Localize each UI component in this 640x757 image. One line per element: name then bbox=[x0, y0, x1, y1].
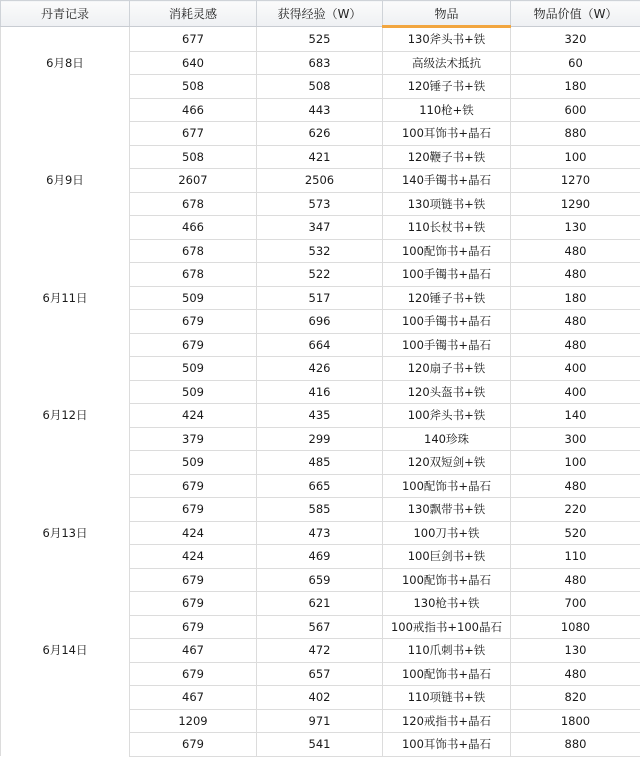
header-exp-gained[interactable]: 获得经验（W） bbox=[257, 1, 383, 27]
cell-exp-gained[interactable]: 472 bbox=[257, 639, 383, 663]
cell-date[interactable] bbox=[1, 451, 130, 475]
cell-item[interactable]: 120锤子书+铁 bbox=[383, 75, 511, 99]
cell-item-value[interactable]: 100 bbox=[511, 145, 640, 169]
cell-item-value[interactable]: 60 bbox=[511, 51, 640, 75]
cell-date[interactable] bbox=[1, 122, 130, 146]
table-row bbox=[1, 192, 640, 216]
cell-item[interactable]: 100刀书+铁 bbox=[383, 521, 511, 545]
cell-inspiration-cost[interactable]: 1209 bbox=[130, 709, 257, 733]
cell-item[interactable]: 130枪书+铁 bbox=[383, 592, 511, 616]
table-row bbox=[1, 122, 640, 146]
table-row bbox=[1, 427, 640, 451]
cell-item-value[interactable]: 110 bbox=[511, 545, 640, 569]
cell-inspiration-cost[interactable]: 679 bbox=[130, 662, 257, 686]
table-row bbox=[1, 98, 640, 122]
cell-exp-gained[interactable]: 621 bbox=[257, 592, 383, 616]
cell-inspiration-cost[interactable]: 640 bbox=[130, 51, 257, 75]
cell-item[interactable]: 高级法术抵抗 bbox=[383, 51, 511, 75]
cell-date[interactable] bbox=[1, 27, 130, 52]
cell-item-value[interactable]: 820 bbox=[511, 686, 640, 710]
cell-item[interactable]: 120双短剑+铁 bbox=[383, 451, 511, 475]
cell-exp-gained[interactable]: 426 bbox=[257, 357, 383, 381]
cell-date[interactable]: 6月9日 bbox=[1, 169, 130, 193]
cell-item-value[interactable]: 140 bbox=[511, 404, 640, 428]
cell-exp-gained[interactable]: 657 bbox=[257, 662, 383, 686]
cell-exp-gained[interactable]: 525 bbox=[257, 27, 383, 52]
table-row bbox=[1, 310, 640, 334]
cell-inspiration-cost[interactable]: 679 bbox=[130, 333, 257, 357]
table-row bbox=[1, 662, 640, 686]
cell-inspiration-cost[interactable]: 379 bbox=[130, 427, 257, 451]
table-row bbox=[1, 380, 640, 404]
cell-date[interactable] bbox=[1, 733, 130, 757]
table-body bbox=[1, 27, 640, 757]
cell-item-value[interactable]: 480 bbox=[511, 310, 640, 334]
table-row bbox=[1, 639, 640, 663]
cell-date[interactable]: 6月8日 bbox=[1, 51, 130, 75]
cell-exp-gained[interactable]: 971 bbox=[257, 709, 383, 733]
cell-exp-gained[interactable]: 532 bbox=[257, 239, 383, 263]
cell-exp-gained[interactable]: 683 bbox=[257, 51, 383, 75]
cell-inspiration-cost[interactable]: 466 bbox=[130, 98, 257, 122]
cell-item[interactable]: 100戒指书+100晶石 bbox=[383, 615, 511, 639]
cell-exp-gained[interactable]: 573 bbox=[257, 192, 383, 216]
cell-inspiration-cost[interactable]: 679 bbox=[130, 615, 257, 639]
cell-item-value[interactable]: 1800 bbox=[511, 709, 640, 733]
cell-item-value[interactable]: 520 bbox=[511, 521, 640, 545]
cell-date[interactable] bbox=[1, 357, 130, 381]
table-row bbox=[1, 239, 640, 263]
cell-exp-gained[interactable]: 508 bbox=[257, 75, 383, 99]
cell-exp-gained[interactable]: 421 bbox=[257, 145, 383, 169]
cell-exp-gained[interactable]: 473 bbox=[257, 521, 383, 545]
table-row bbox=[1, 404, 640, 428]
cell-item-value[interactable]: 300 bbox=[511, 427, 640, 451]
cell-inspiration-cost[interactable]: 509 bbox=[130, 380, 257, 404]
cell-item[interactable]: 120锤子书+铁 bbox=[383, 286, 511, 310]
cell-item-value[interactable]: 130 bbox=[511, 216, 640, 240]
table-row bbox=[1, 521, 640, 545]
cell-item[interactable]: 120戒指书+晶石 bbox=[383, 709, 511, 733]
cell-item[interactable]: 120扇子书+铁 bbox=[383, 357, 511, 381]
cell-exp-gained[interactable]: 443 bbox=[257, 98, 383, 122]
header-record[interactable]: 丹青记录 bbox=[1, 1, 130, 27]
cell-inspiration-cost[interactable]: 424 bbox=[130, 404, 257, 428]
cell-inspiration-cost[interactable]: 678 bbox=[130, 192, 257, 216]
cell-inspiration-cost[interactable]: 679 bbox=[130, 592, 257, 616]
cell-exp-gained[interactable]: 665 bbox=[257, 474, 383, 498]
cell-item[interactable]: 100手镯书+晶石 bbox=[383, 263, 511, 287]
table-row bbox=[1, 263, 640, 287]
cell-item-value[interactable]: 130 bbox=[511, 639, 640, 663]
cell-inspiration-cost[interactable]: 679 bbox=[130, 310, 257, 334]
cell-item-value[interactable]: 880 bbox=[511, 122, 640, 146]
cell-date[interactable] bbox=[1, 145, 130, 169]
cell-inspiration-cost[interactable]: 466 bbox=[130, 216, 257, 240]
table-row bbox=[1, 733, 640, 757]
table-row bbox=[1, 169, 640, 193]
cell-exp-gained[interactable]: 541 bbox=[257, 733, 383, 757]
cell-date[interactable] bbox=[1, 216, 130, 240]
cell-item-value[interactable]: 480 bbox=[511, 568, 640, 592]
cell-exp-gained[interactable]: 659 bbox=[257, 568, 383, 592]
cell-inspiration-cost[interactable]: 678 bbox=[130, 239, 257, 263]
cell-item[interactable]: 100斧头书+铁 bbox=[383, 404, 511, 428]
cell-item-value[interactable]: 180 bbox=[511, 75, 640, 99]
header-item-value[interactable]: 物品价值（W） bbox=[511, 1, 640, 27]
cell-item-value[interactable]: 700 bbox=[511, 592, 640, 616]
table-row bbox=[1, 474, 640, 498]
table-row bbox=[1, 568, 640, 592]
table-row bbox=[1, 686, 640, 710]
table-row bbox=[1, 545, 640, 569]
cell-inspiration-cost[interactable]: 679 bbox=[130, 733, 257, 757]
cell-item[interactable]: 100手镯书+晶石 bbox=[383, 310, 511, 334]
header-row bbox=[1, 1, 640, 27]
cell-inspiration-cost[interactable]: 2607 bbox=[130, 169, 257, 193]
table-row bbox=[1, 286, 640, 310]
cell-inspiration-cost[interactable]: 508 bbox=[130, 75, 257, 99]
cell-exp-gained[interactable]: 696 bbox=[257, 310, 383, 334]
cell-date[interactable]: 6月11日 bbox=[1, 286, 130, 310]
table-row bbox=[1, 27, 640, 52]
cell-date[interactable] bbox=[1, 568, 130, 592]
cell-exp-gained[interactable]: 517 bbox=[257, 286, 383, 310]
cell-item-value[interactable]: 400 bbox=[511, 380, 640, 404]
cell-exp-gained[interactable]: 626 bbox=[257, 122, 383, 146]
cell-item[interactable]: 130项链书+铁 bbox=[383, 192, 511, 216]
cell-inspiration-cost[interactable]: 679 bbox=[130, 498, 257, 522]
cell-item[interactable]: 100配饰书+晶石 bbox=[383, 568, 511, 592]
cell-item-value[interactable]: 480 bbox=[511, 263, 640, 287]
cell-exp-gained[interactable]: 485 bbox=[257, 451, 383, 475]
cell-date[interactable] bbox=[1, 427, 130, 451]
cell-item[interactable]: 130斧头书+铁 bbox=[383, 27, 511, 52]
cell-exp-gained[interactable]: 2506 bbox=[257, 169, 383, 193]
cell-exp-gained[interactable]: 299 bbox=[257, 427, 383, 451]
cell-date[interactable] bbox=[1, 709, 130, 733]
cell-item-value[interactable]: 600 bbox=[511, 98, 640, 122]
cell-item[interactable]: 110爪刺书+铁 bbox=[383, 639, 511, 663]
table-row bbox=[1, 498, 640, 522]
cell-item-value[interactable]: 480 bbox=[511, 474, 640, 498]
cell-item[interactable]: 120头盔书+铁 bbox=[383, 380, 511, 404]
cell-date[interactable] bbox=[1, 98, 130, 122]
cell-item-value[interactable]: 100 bbox=[511, 451, 640, 475]
cell-item-value[interactable]: 400 bbox=[511, 357, 640, 381]
table-row bbox=[1, 333, 640, 357]
table-row bbox=[1, 357, 640, 381]
cell-date[interactable] bbox=[1, 263, 130, 287]
cell-inspiration-cost[interactable]: 467 bbox=[130, 686, 257, 710]
cell-inspiration-cost[interactable]: 424 bbox=[130, 521, 257, 545]
cell-item-value[interactable]: 1270 bbox=[511, 169, 640, 193]
cell-date[interactable] bbox=[1, 75, 130, 99]
cell-item[interactable]: 110枪+铁 bbox=[383, 98, 511, 122]
cell-exp-gained[interactable]: 664 bbox=[257, 333, 383, 357]
cell-exp-gained[interactable]: 435 bbox=[257, 404, 383, 428]
cell-date[interactable] bbox=[1, 310, 130, 334]
cell-inspiration-cost[interactable]: 424 bbox=[130, 545, 257, 569]
header-inspiration-cost[interactable]: 消耗灵感 bbox=[130, 1, 257, 27]
cell-inspiration-cost[interactable]: 509 bbox=[130, 357, 257, 381]
cell-item[interactable]: 140珍珠 bbox=[383, 427, 511, 451]
cell-exp-gained[interactable]: 402 bbox=[257, 686, 383, 710]
cell-item[interactable]: 140手镯书+晶石 bbox=[383, 169, 511, 193]
cell-exp-gained[interactable]: 469 bbox=[257, 545, 383, 569]
table-row bbox=[1, 75, 640, 99]
cell-exp-gained[interactable]: 585 bbox=[257, 498, 383, 522]
header-item[interactable]: 物品 bbox=[383, 1, 511, 27]
cell-date[interactable]: 6月14日 bbox=[1, 639, 130, 663]
cell-inspiration-cost[interactable]: 677 bbox=[130, 27, 257, 52]
cell-item[interactable]: 100配饰书+晶石 bbox=[383, 474, 511, 498]
cell-item-value[interactable]: 180 bbox=[511, 286, 640, 310]
cell-date[interactable] bbox=[1, 498, 130, 522]
cell-item[interactable]: 110长杖书+铁 bbox=[383, 216, 511, 240]
table-row bbox=[1, 592, 640, 616]
cell-inspiration-cost[interactable]: 509 bbox=[130, 451, 257, 475]
cell-item-value[interactable]: 480 bbox=[511, 662, 640, 686]
cell-item-value[interactable]: 880 bbox=[511, 733, 640, 757]
cell-exp-gained[interactable]: 567 bbox=[257, 615, 383, 639]
cell-inspiration-cost[interactable]: 509 bbox=[130, 286, 257, 310]
cell-inspiration-cost[interactable]: 508 bbox=[130, 145, 257, 169]
cell-item[interactable]: 120鞭子书+铁 bbox=[383, 145, 511, 169]
cell-item-value[interactable]: 1290 bbox=[511, 192, 640, 216]
cell-inspiration-cost[interactable]: 679 bbox=[130, 474, 257, 498]
cell-exp-gained[interactable]: 347 bbox=[257, 216, 383, 240]
cell-date[interactable] bbox=[1, 615, 130, 639]
cell-inspiration-cost[interactable]: 677 bbox=[130, 122, 257, 146]
table-row bbox=[1, 615, 640, 639]
cell-item-value[interactable]: 220 bbox=[511, 498, 640, 522]
cell-date[interactable] bbox=[1, 662, 130, 686]
table-row bbox=[1, 216, 640, 240]
cell-exp-gained[interactable]: 522 bbox=[257, 263, 383, 287]
cell-date[interactable] bbox=[1, 474, 130, 498]
cell-item[interactable]: 100耳饰书+晶石 bbox=[383, 733, 511, 757]
cell-date[interactable] bbox=[1, 686, 130, 710]
cell-item-value[interactable]: 480 bbox=[511, 239, 640, 263]
cell-date[interactable]: 6月13日 bbox=[1, 521, 130, 545]
cell-item[interactable]: 100巨剑书+铁 bbox=[383, 545, 511, 569]
cell-date[interactable] bbox=[1, 239, 130, 263]
cell-item[interactable]: 110项链书+铁 bbox=[383, 686, 511, 710]
cell-date[interactable] bbox=[1, 192, 130, 216]
table-row bbox=[1, 51, 640, 75]
cell-exp-gained[interactable]: 416 bbox=[257, 380, 383, 404]
cell-item[interactable]: 130飘带书+铁 bbox=[383, 498, 511, 522]
cell-inspiration-cost[interactable]: 467 bbox=[130, 639, 257, 663]
cell-inspiration-cost[interactable]: 678 bbox=[130, 263, 257, 287]
cell-item[interactable]: 100配饰书+晶石 bbox=[383, 662, 511, 686]
cell-item[interactable]: 100配饰书+晶石 bbox=[383, 239, 511, 263]
cell-date[interactable] bbox=[1, 333, 130, 357]
cell-date[interactable] bbox=[1, 592, 130, 616]
table-row bbox=[1, 451, 640, 475]
cell-date[interactable] bbox=[1, 380, 130, 404]
cell-date[interactable]: 6月12日 bbox=[1, 404, 130, 428]
cell-item-value[interactable]: 320 bbox=[511, 27, 640, 52]
cell-item[interactable]: 100手镯书+晶石 bbox=[383, 333, 511, 357]
cell-item-value[interactable]: 480 bbox=[511, 333, 640, 357]
cell-inspiration-cost[interactable]: 679 bbox=[130, 568, 257, 592]
cell-item[interactable]: 100耳饰书+晶石 bbox=[383, 122, 511, 146]
cell-item-value[interactable]: 1080 bbox=[511, 615, 640, 639]
table-row bbox=[1, 709, 640, 733]
table-row bbox=[1, 145, 640, 169]
cell-date[interactable] bbox=[1, 545, 130, 569]
